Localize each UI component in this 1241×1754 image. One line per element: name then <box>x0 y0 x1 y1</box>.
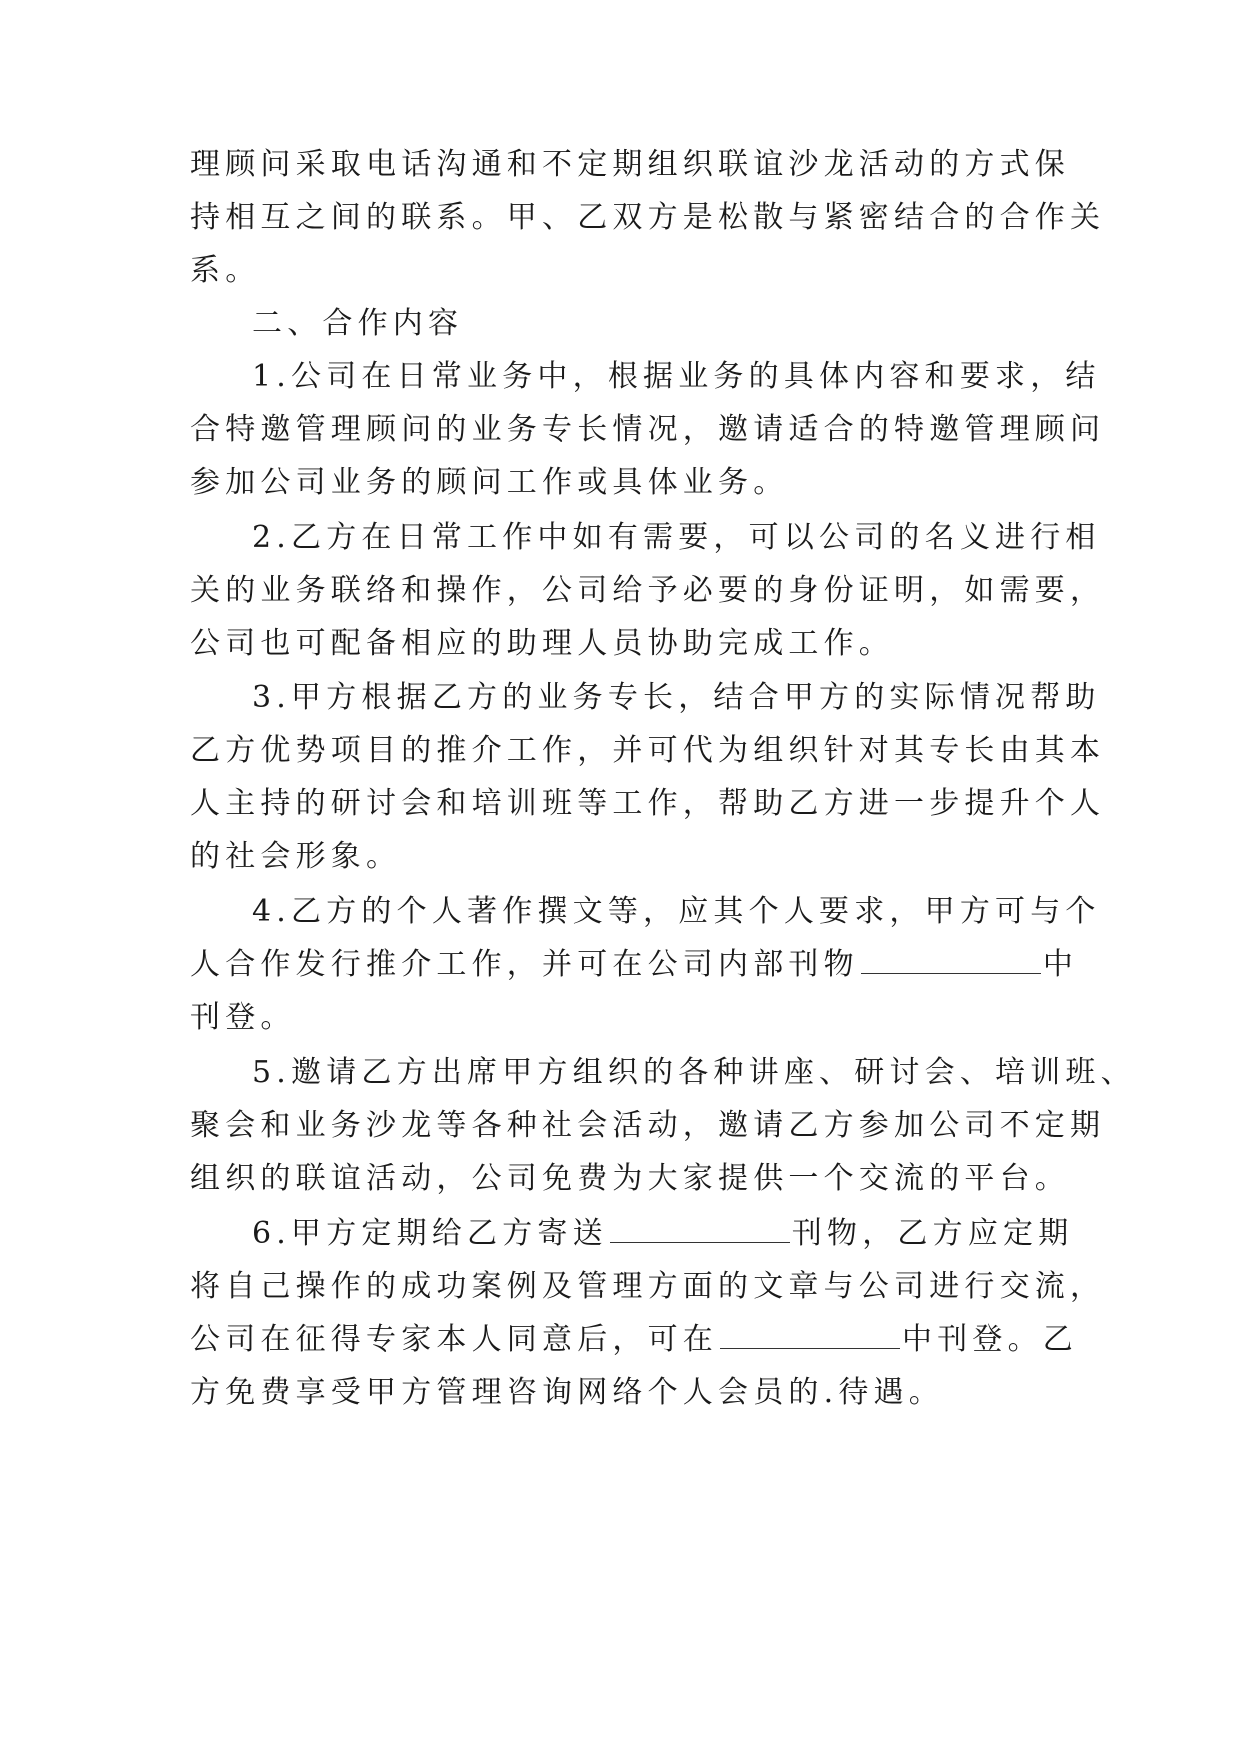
text-line: 4.乙方的个人著作撰文等，应其个人要求，甲方可与个 <box>252 894 1101 929</box>
text-segment: 公司在征得专家本人同意后，可在 <box>190 1322 718 1357</box>
text-line: 刊登。 <box>190 1000 296 1035</box>
text-line-with-blank <box>190 1315 1078 1365</box>
text-line: 乙方优势项目的推介工作，并可代为组织针对其专长由其本 <box>190 733 1106 768</box>
fill-in-blank <box>861 947 1041 974</box>
text-line: 方免费享受甲方管理咨询网络个人会员的.待遇。 <box>190 1375 944 1410</box>
text-line-with-blank <box>190 940 1079 990</box>
text-line: 系。 <box>190 253 261 288</box>
text-line: 公司也可配备相应的助理人员协助完成工作。 <box>190 626 894 661</box>
text-segment: 刊物，乙方应定期 <box>791 1216 1074 1251</box>
text-segment: 人合作发行推介工作，并可在公司内部刊物 <box>190 947 859 982</box>
text-line: 合特邀管理顾问的业务专长情况，邀请适合的特邀管理顾问 <box>190 412 1106 447</box>
text-line: 3.甲方根据乙方的业务专长，结合甲方的实际情况帮助 <box>252 680 1101 715</box>
text-line: 持相互之间的联系。甲、乙双方是松散与紧密结合的合作关 <box>190 200 1106 235</box>
text-line: 将自己操作的成功案例及管理方面的文章与公司进行交流， <box>190 1269 1106 1304</box>
text-line: 参加公司业务的顾问工作或具体业务。 <box>190 465 789 500</box>
text-line: 5.邀请乙方出席甲方组织的各种讲座、研讨会、培训班、 <box>252 1055 1136 1090</box>
text-line-with-blank <box>252 1209 1132 1259</box>
section-heading: 二、合作内容 <box>252 306 464 341</box>
text-segment: 中刊登。乙 <box>902 1322 1078 1357</box>
text-line: 2.乙方在日常工作中如有需要，可以公司的名义进行相 <box>252 520 1101 555</box>
text-segment: 6.甲方定期给乙方寄送 <box>252 1216 608 1251</box>
text-line: 理顾问采取电话沟通和不定期组织联谊沙龙活动的方式保 <box>190 147 1070 182</box>
text-line: 关的业务联络和操作，公司给予必要的身份证明，如需要， <box>190 573 1106 608</box>
text-line: 组织的联谊活动，公司免费为大家提供一个交流的平台。 <box>190 1161 1070 1196</box>
text-line: 聚会和业务沙龙等各种社会活动，邀请乙方参加公司不定期 <box>190 1108 1106 1143</box>
fill-in-blank <box>720 1322 900 1349</box>
text-line: 人主持的研讨会和培训班等工作，帮助乙方进一步提升个人 <box>190 786 1106 821</box>
text-segment: 中 <box>1042 947 1079 982</box>
text-line: 的社会形象。 <box>190 839 402 874</box>
fill-in-blank <box>610 1216 790 1243</box>
text-line: 1.公司在日常业务中，根据业务的具体内容和要求，结 <box>252 359 1101 394</box>
